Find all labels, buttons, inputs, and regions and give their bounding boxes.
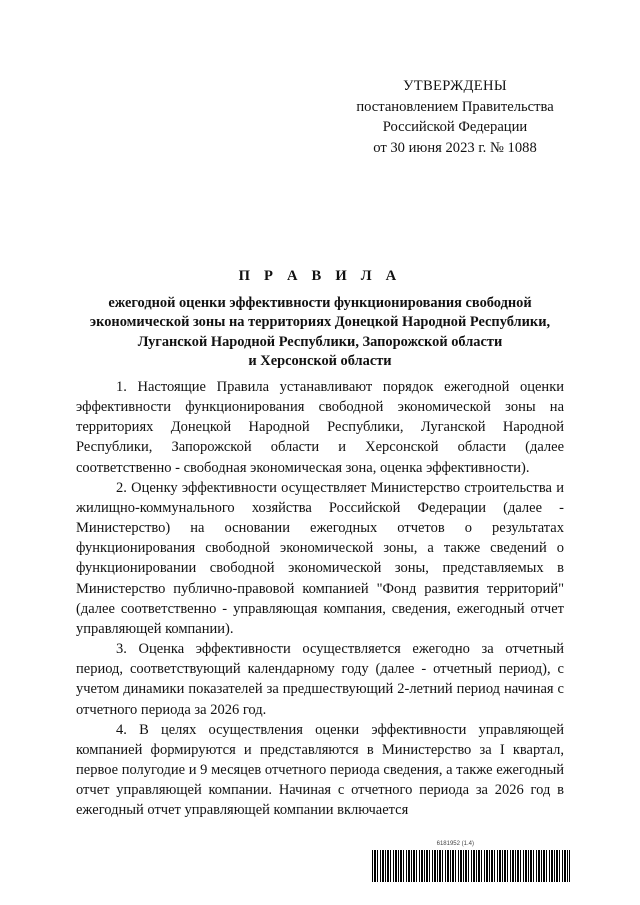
subtitle-line: и Херсонской области xyxy=(248,353,392,370)
paragraph-3: 3. Оценка эффективности осуществляется ежегодно за отчетный период, соответствующий календарному году (далее - отчетный период), с учетом динамики показателей за предшествующий 2-летний период начиная с отчетного периода за 2026 год. xyxy=(76,641,564,718)
barcode-icon xyxy=(372,850,570,882)
subtitle-line: Луганской Народной Республики, Запорожской области xyxy=(137,333,503,350)
paragraph-2: 2. Оценку эффективности осуществляет Министерство строительства и жилищно-коммунального хозяйства Российской Федерации (далее - Министерство) на основании ежегодных отчетов о результатах функционирования свободной экономической зоны, а также сведений о функционировании свободной экономической зоны, представляемых в Министерство публично-правовой компанией "Фонд развития территорий" (далее соответственно - управляющая компания, сведения, ежегодный отчет управляющей компании). xyxy=(76,479,564,637)
approval-line-1: постановлением Правительства xyxy=(356,98,554,115)
approval-line-2: Российской Федерации xyxy=(382,119,528,135)
subtitle-line: ежегодной оценки эффективности функционирования свободной xyxy=(108,295,532,311)
document-title: П Р А В И Л А xyxy=(238,268,402,284)
approval-title: УТВЕРЖДЕНЫ xyxy=(403,78,507,94)
document-heading xyxy=(70,266,570,372)
approval-date-number: от 30 июня 2023 г. № 1088 xyxy=(373,139,537,156)
document-subtitle xyxy=(70,294,570,372)
barcode-number: 6181952 (1.4) xyxy=(436,841,474,847)
paragraph-4: 4. В целях осуществления оценки эффективности управляющей компанией формируются и представляются в Министерство за I квартал, первое полугодие и 9 месяцев отчетного периода сведения, а также ежегодный отчет управляющей компании. Начиная с отчетного периода за 2026 год в ежегодный отчет управляющей компании включается xyxy=(76,721,564,819)
subtitle-line: экономической зоны на территориях Донецкой Народной Республики, xyxy=(89,314,551,331)
document-barcode xyxy=(372,840,570,884)
approval-block xyxy=(330,76,580,158)
paragraph-1: 1. Настоящие Правила устанавливают порядок ежегодной оценки эффективности функционирования свободной экономической зоны на территориях Донецкой Народной Республики, Луганской Народной Республики, Запорожской области и Херсонской области (далее соответственно - свободная экономическая зона, оценка эффективности). xyxy=(76,379,564,476)
document-body xyxy=(76,377,564,820)
